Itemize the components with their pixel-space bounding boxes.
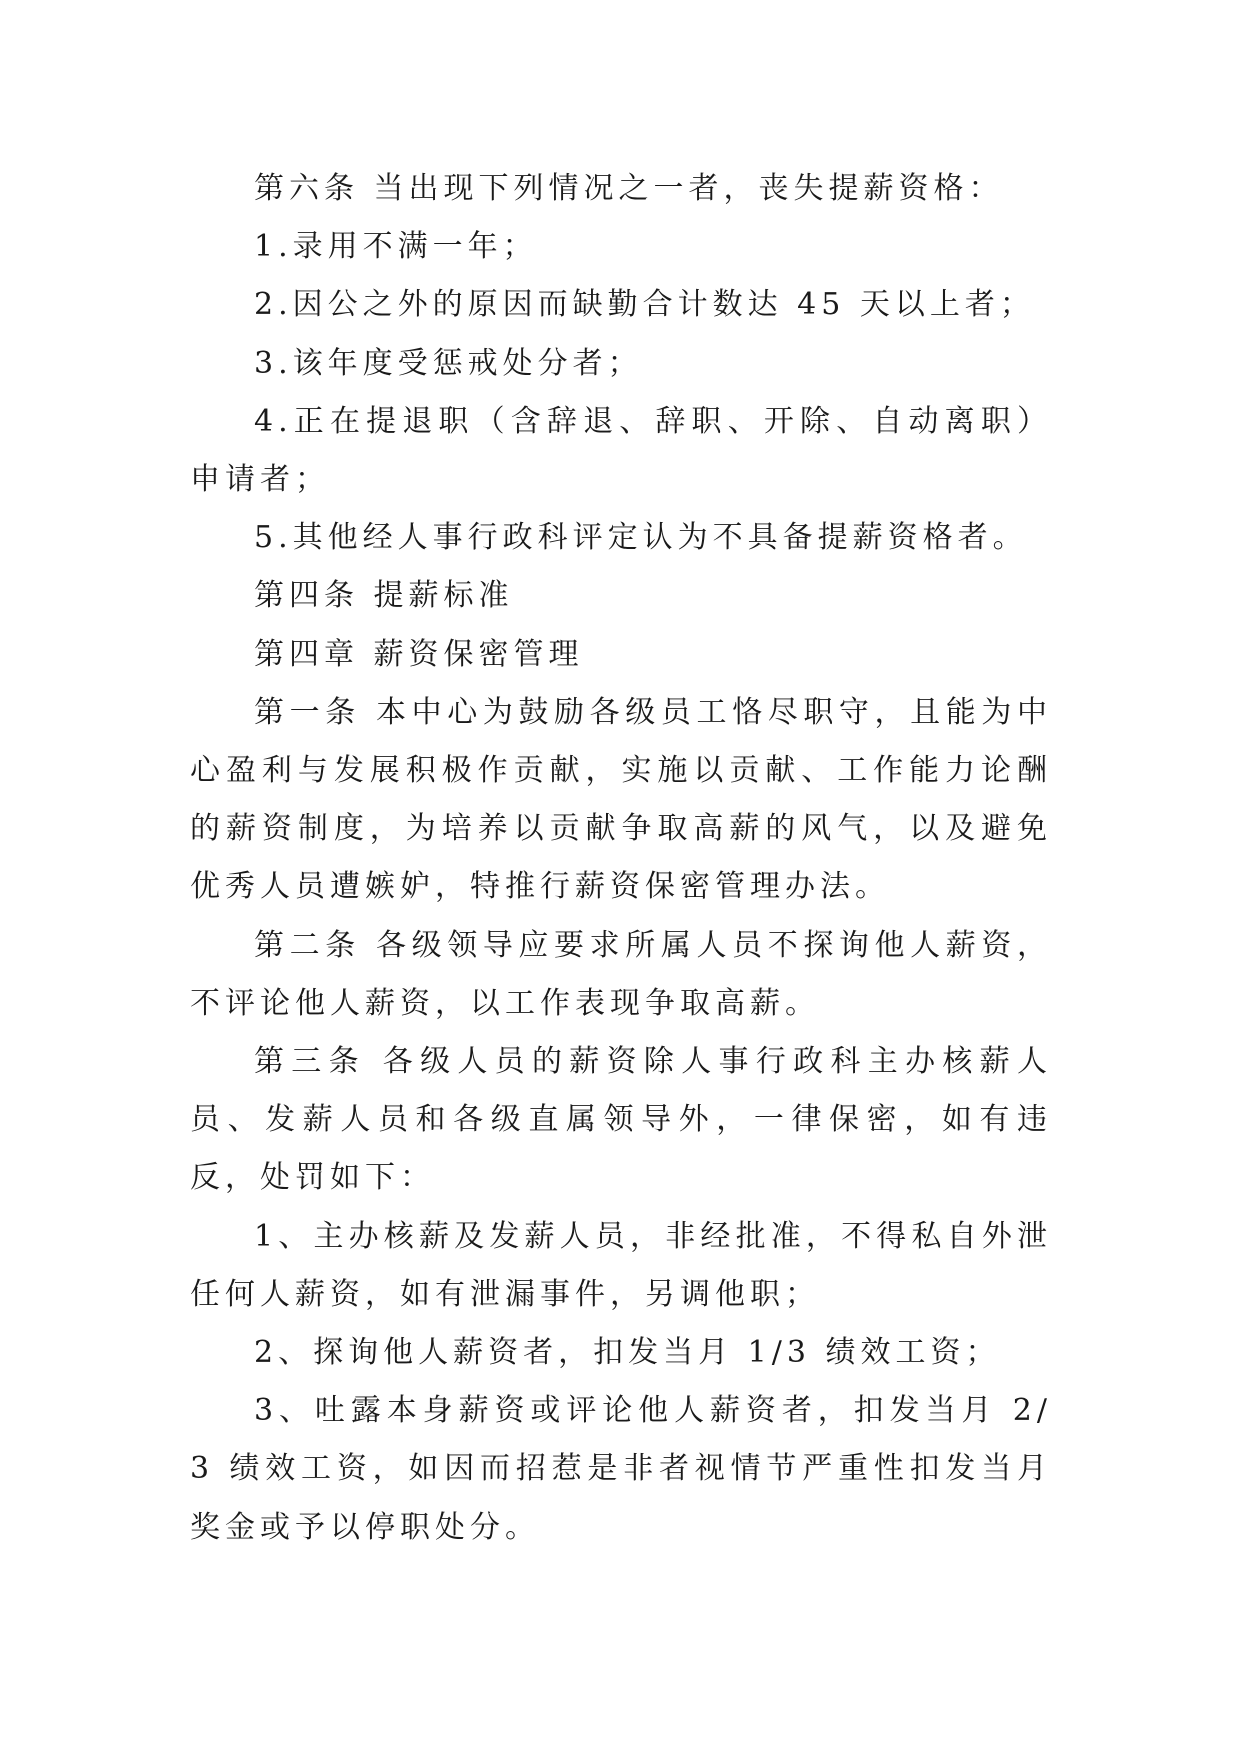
list-item: 5.其他经人事行政科评定认为不具备提薪资格者。 <box>254 520 1028 556</box>
article-heading: 第四条 提薪标准 <box>254 578 514 614</box>
list-item: 4.正在提退职（含辞退、辞职、开除、自动离职）申请者； <box>190 403 1052 498</box>
list-item: 2.因公之外的原因而缺勤合计数达 45 天以上者； <box>254 287 1035 323</box>
document-body <box>190 160 1052 1557</box>
list-item: 1、主办核薪及发薪人员，非经批准，不得私自外泄任何人薪资，如有泄漏事件，另调他职； <box>190 1218 1052 1312</box>
article-6-heading: 第六条 当出现下列情况之一者，丧失提薪资格： <box>254 171 1004 206</box>
list-item: 3.该年度受惩戒处分者； <box>254 345 643 381</box>
article-paragraph: 第二条 各级领导应要求所属人员不探询他人薪资，不评论他人薪资，以工作表现争取高薪。 <box>190 927 1052 1021</box>
list-item: 3、吐露本身薪资或评论他人薪资者，扣发当月 2/3 绩效工资，如因而招惹是非者视情节严重性扣发当月奖金或予以停职处分。 <box>190 1393 1052 1545</box>
list-item: 1.录用不满一年； <box>254 229 538 265</box>
chapter-heading: 第四章 薪资保密管理 <box>254 636 584 672</box>
article-paragraph: 第三条 各级人员的薪资除人事行政科主办核薪人员、发薪人员和各级直属领导外，一律保密，如有违反，处罚如下： <box>190 1044 1052 1196</box>
list-item: 2、探询他人薪资者，扣发当月 1/3 绩效工资； <box>254 1335 1001 1371</box>
article-paragraph: 第一条 本中心为鼓励各级员工恪尽职守，且能为中心盈利与发展积极作贡献，实施以贡献、工作能力论酬的薪资制度，为培养以贡献争取高薪的风气，以及避免优秀人员遭嫉妒，特推行薪资保密管理办法。 <box>190 694 1052 905</box>
